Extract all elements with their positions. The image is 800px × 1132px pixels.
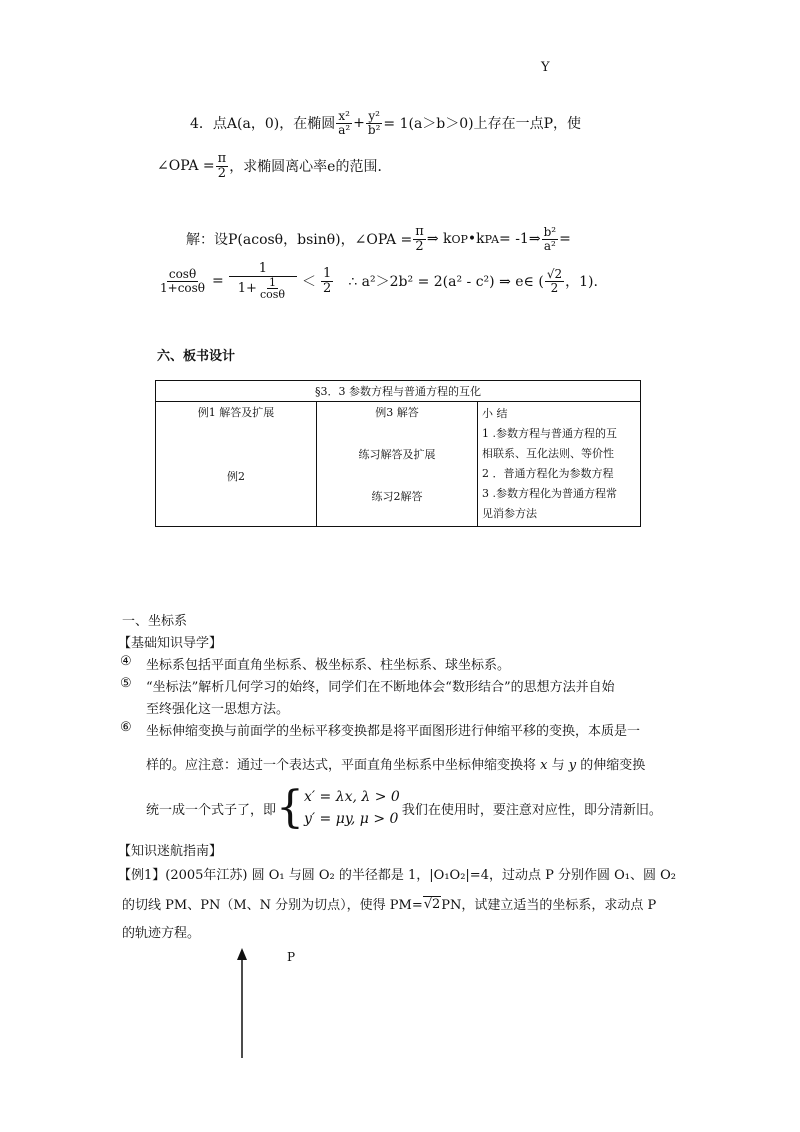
var-y: y bbox=[568, 758, 577, 773]
sqrt-two: √2 bbox=[423, 896, 441, 912]
item6-b-pre: 样的。应注意：通过一个表达式，平面直角坐标系中坐标伸缩变换将 bbox=[146, 758, 537, 773]
implies-k: ⇒ k bbox=[426, 231, 452, 248]
frac-denominator: 2 bbox=[323, 280, 332, 296]
equation-system bbox=[304, 786, 400, 830]
table-c1-r1: 例1 解答及扩展 bbox=[197, 406, 275, 419]
table-header: §3．3 参数方程与普通方程的互化 bbox=[156, 381, 641, 402]
subsection-basics: 【基础知识导学】 bbox=[118, 636, 223, 651]
fraction-nested bbox=[229, 262, 297, 301]
table-c1-r2: 例2 bbox=[227, 470, 245, 483]
example1-line1: 【例1】(2005年江苏) 圆 O₁ 与圆 O₂ 的半径都是 1，|O₁O₂|=4，过动点 P 分别作圆 O₁、圆 O₂ bbox=[118, 868, 676, 883]
table-col1 bbox=[156, 402, 317, 527]
example1-line3: 的轨迹方程。 bbox=[122, 926, 201, 941]
arrow-head bbox=[237, 948, 247, 960]
frac-numerator: √2 bbox=[546, 267, 563, 282]
fraction-cos bbox=[158, 268, 207, 294]
table-col2 bbox=[317, 402, 478, 527]
frac-denominator: 2 bbox=[550, 280, 559, 295]
frac-denominator: cosθ bbox=[259, 288, 286, 302]
solution-line1 bbox=[186, 225, 571, 253]
fraction-pi-2 bbox=[413, 225, 426, 253]
item6-b-post: 的伸缩变换 bbox=[580, 758, 646, 773]
item5-text-a: “坐标法”解析几何学习的始终，同学们在不断地体会“数形结合”的思想方法并自始 bbox=[146, 680, 615, 695]
table-col3 bbox=[478, 402, 641, 527]
summary-line: 2 ．普通方程化为参数方程 bbox=[482, 467, 614, 480]
item5-marker: ⑤ bbox=[120, 676, 132, 691]
summary-line: 相联系、互化法则、等价性 bbox=[482, 447, 614, 460]
dot-k: •k bbox=[467, 231, 485, 248]
summary-title: 小 结 bbox=[482, 407, 508, 420]
equation-x: x′ = λx, λ > 0 bbox=[304, 789, 400, 805]
subsection-guide: 【知识迷航指南】 bbox=[118, 844, 223, 859]
frac-numerator: x² bbox=[338, 109, 350, 123]
board-design-table bbox=[155, 380, 641, 527]
summary-line: 1 .参数方程与普通方程的互 bbox=[482, 427, 617, 440]
frac-numerator: y² bbox=[368, 109, 380, 123]
var-x: x bbox=[540, 758, 548, 773]
item5-text-b: 至终强化这一思想方法。 bbox=[146, 702, 290, 717]
item6-c-post: 我们在使用时，要注意对应性，即分清新旧。 bbox=[401, 802, 662, 818]
subscript-pa: PA bbox=[484, 232, 500, 246]
fraction-x2-a2 bbox=[336, 110, 352, 136]
one-plus: 1+ bbox=[237, 280, 257, 296]
problem4-text-post: = 1(a＞b＞0)上存在一点P，使 bbox=[383, 116, 582, 133]
frac-numerator: 1 bbox=[323, 266, 332, 282]
frac-denominator: 2 bbox=[415, 238, 424, 254]
example1-line2 bbox=[122, 894, 656, 913]
less-than: ＜ bbox=[302, 274, 317, 291]
frac-numerator: π bbox=[415, 224, 424, 239]
item4-marker: ④ bbox=[120, 654, 132, 669]
frac-denominator bbox=[236, 277, 290, 301]
summary-line: 见消参方法 bbox=[482, 507, 537, 520]
therefore-statement: ∴ a²＞2b² = 2(a² - c²) ⇒ e∈ ( bbox=[348, 274, 544, 291]
fraction-pi-2 bbox=[216, 152, 229, 180]
section6-title: 六、板书设计 bbox=[157, 349, 236, 364]
item4-text: 坐标系包括平面直角坐标系、极坐标系、柱坐标系、球坐标系。 bbox=[146, 658, 511, 673]
axis-label-p: P bbox=[287, 950, 296, 964]
frac-numerator: 1 bbox=[268, 275, 276, 289]
equals-sign: = bbox=[212, 273, 224, 290]
interval-tail: ，1). bbox=[565, 274, 598, 291]
item6-text-c bbox=[146, 782, 662, 833]
example1-b-pre: 的切线 PM、PN（M、N 分别为切点），使得 PM= bbox=[122, 898, 423, 913]
fraction-sqrt2-2 bbox=[545, 268, 564, 294]
frac-denominator: a² bbox=[338, 122, 351, 137]
frac-denominator: a² bbox=[543, 238, 556, 253]
solution-intro: 解：设P(acosθ，bsinθ)，∠OPA = bbox=[186, 232, 413, 249]
item6-text-a: 坐标伸缩变换与前面学的坐标平移变换都是将平面图形进行伸缩平移的变换，本质是一 bbox=[146, 724, 641, 739]
frac-numerator: π bbox=[217, 151, 227, 166]
table-c2-r3: 练习2解答 bbox=[371, 490, 423, 503]
item6-marker: ⑥ bbox=[120, 720, 132, 735]
problem4-line2 bbox=[157, 152, 391, 180]
frac-numerator: 1 bbox=[229, 262, 297, 277]
corner-mark: Y bbox=[541, 60, 550, 75]
word-and: 与 bbox=[551, 758, 565, 773]
frac-denominator: 2 bbox=[217, 165, 227, 181]
table-c2-r1: 例3 解答 bbox=[375, 406, 419, 419]
equals-sign: = bbox=[559, 231, 571, 248]
problem4-line1 bbox=[190, 110, 581, 136]
section1-title: 一、坐标系 bbox=[122, 614, 188, 629]
angle-opa: ∠OPA = bbox=[157, 158, 215, 175]
table-c2-r2: 练习解答及扩展 bbox=[358, 448, 436, 461]
frac-numerator: cosθ bbox=[168, 267, 197, 282]
item6-text-b bbox=[146, 754, 645, 773]
fraction-y2-b2 bbox=[366, 110, 383, 136]
plus-sign: + bbox=[353, 115, 365, 132]
fraction-half bbox=[321, 267, 333, 295]
summary-line: 3 .参数方程化为普通方程常 bbox=[482, 487, 617, 500]
item6-c-pre: 统一成一个式子了，即 bbox=[146, 802, 277, 818]
equation-y: y′ = μy, μ > 0 bbox=[304, 811, 399, 827]
example1-b-post: PN，试建立适当的坐标系，求动点 P bbox=[441, 898, 657, 913]
subscript-op: OP bbox=[451, 232, 468, 246]
problem4-text-post2: ，求椭圆离心率e的范围． bbox=[229, 159, 392, 176]
vertical-axis-arrow-icon bbox=[232, 948, 252, 1060]
left-brace-icon: { bbox=[276, 782, 305, 833]
solution-line2 bbox=[157, 262, 598, 301]
fraction-inner bbox=[258, 277, 287, 301]
frac-denominator: b² bbox=[367, 122, 381, 137]
equals-minus-one: = -1⇒ bbox=[499, 231, 541, 248]
problem4-text-pre: 4．点A(a，0)，在椭圆 bbox=[190, 116, 336, 133]
frac-denominator: 1+cosθ bbox=[160, 280, 206, 295]
fraction-b2-a2 bbox=[542, 226, 559, 252]
frac-numerator: b² bbox=[543, 225, 557, 240]
